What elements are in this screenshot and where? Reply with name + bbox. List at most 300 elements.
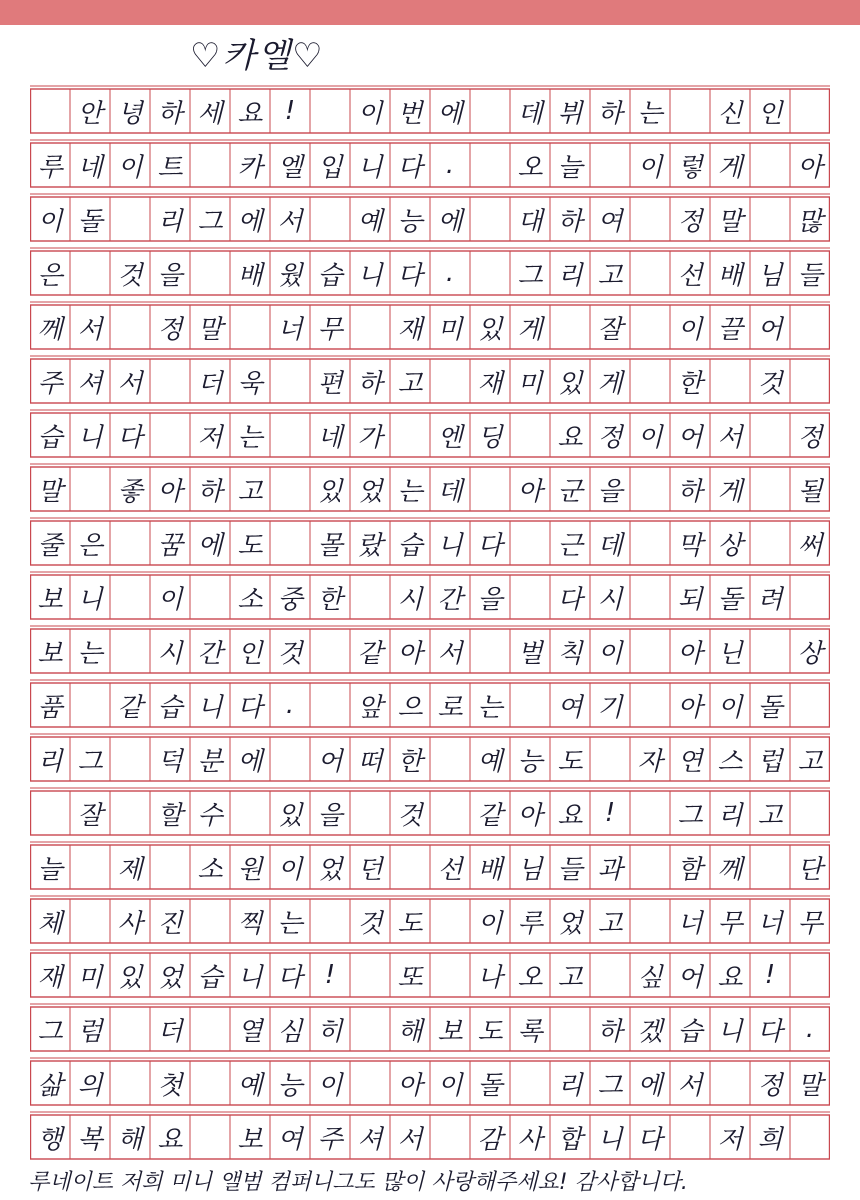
manuscript-char: 오	[517, 152, 543, 183]
manuscript-char: 고	[757, 800, 783, 831]
manuscript-char	[430, 791, 470, 835]
manuscript-char: 그	[77, 746, 103, 777]
signature-title: ♡카엘♡	[190, 36, 325, 76]
manuscript-char: 사	[517, 1124, 543, 1155]
manuscript-char: 말	[37, 476, 63, 507]
manuscript-char: 능	[517, 746, 543, 777]
manuscript-char	[110, 1007, 150, 1051]
manuscript-char: 희	[757, 1124, 783, 1155]
manuscript-char: 줄	[37, 530, 63, 561]
manuscript-char	[310, 683, 350, 727]
manuscript-char: 저	[197, 422, 223, 453]
manuscript-char: 서	[717, 422, 743, 453]
manuscript-char: 미	[77, 962, 103, 993]
manuscript-char: 또	[397, 962, 423, 993]
manuscript-char: 시	[597, 584, 623, 615]
manuscript-char: 앞	[357, 692, 383, 723]
manuscript-char	[750, 467, 790, 511]
manuscript-char	[510, 413, 550, 457]
manuscript-char	[710, 359, 750, 403]
manuscript-char	[350, 305, 390, 349]
manuscript-char: 요	[237, 98, 263, 129]
manuscript-char: 여	[557, 692, 583, 723]
manuscript-char: 엔	[437, 422, 463, 453]
manuscript-char: 아	[397, 1070, 423, 1101]
manuscript-char	[630, 683, 670, 727]
manuscript-char: 감	[477, 1124, 503, 1155]
manuscript-char: 될	[797, 476, 823, 507]
manuscript-char	[750, 143, 790, 187]
manuscript-char: 합	[557, 1124, 583, 1155]
manuscript-char: 렇	[677, 152, 703, 183]
manuscript-char: 돌	[757, 692, 783, 723]
manuscript-char: 중	[277, 584, 303, 615]
manuscript-char: 가	[357, 422, 383, 453]
manuscript-char: 고	[797, 746, 823, 777]
manuscript-char	[630, 305, 670, 349]
manuscript-char: 너	[277, 314, 303, 345]
manuscript-char: 다	[757, 1016, 783, 1047]
manuscript-char	[630, 575, 670, 619]
manuscript-char	[70, 899, 110, 943]
manuscript-char: 그	[517, 260, 543, 291]
manuscript-char: 는	[277, 908, 303, 939]
manuscript-char: 었	[557, 908, 583, 939]
manuscript-char: 하	[157, 98, 183, 129]
manuscript-char: 열	[237, 1016, 263, 1047]
manuscript-char	[630, 467, 670, 511]
manuscript-char: 을	[477, 584, 503, 615]
manuscript-char: 하	[597, 98, 623, 129]
manuscript-char: 고	[557, 962, 583, 993]
manuscript-char: 뷔	[557, 98, 583, 129]
manuscript-char: 니	[237, 962, 263, 993]
manuscript-char: 서	[277, 206, 303, 237]
manuscript-char: 니	[597, 1124, 623, 1155]
manuscript-char: 간	[437, 584, 463, 615]
manuscript-char: 서	[117, 368, 143, 399]
manuscript-char	[630, 845, 670, 889]
manuscript-char: 니	[357, 152, 383, 183]
manuscript-char: 어	[317, 746, 343, 777]
manuscript-char: 욱	[237, 368, 263, 399]
manuscript-char: 도	[397, 908, 423, 939]
manuscript-char: 카	[237, 152, 263, 183]
manuscript-char: 인	[757, 98, 783, 129]
manuscript-char	[430, 899, 470, 943]
manuscript-char: .	[445, 258, 455, 288]
manuscript-char	[630, 899, 670, 943]
manuscript-char: 그	[37, 1016, 63, 1047]
manuscript-char: 말	[797, 1070, 823, 1101]
manuscript-char: 그	[597, 1070, 623, 1101]
manuscript-char: 몰	[317, 530, 343, 561]
manuscript-char: 하	[197, 476, 223, 507]
manuscript-char: 다	[477, 530, 503, 561]
manuscript-char: 찍	[237, 908, 263, 939]
manuscript-char: 너	[677, 908, 703, 939]
manuscript-char	[550, 1007, 590, 1051]
manuscript-char: 써	[797, 530, 823, 561]
manuscript-char: 은	[37, 260, 63, 291]
top-color-strip	[0, 0, 860, 25]
manuscript-char	[270, 521, 310, 565]
manuscript-char	[70, 251, 110, 295]
manuscript-char: 보	[37, 638, 63, 669]
manuscript-char	[590, 143, 630, 187]
manuscript-char: 습	[37, 422, 63, 453]
manuscript-char: 이	[637, 422, 663, 453]
manuscript-char: 많	[797, 206, 823, 237]
manuscript-char: 이	[357, 98, 383, 129]
manuscript-char: 리	[557, 1070, 583, 1101]
manuscript-char: 던	[357, 854, 383, 885]
manuscript-char: 아	[677, 638, 703, 669]
manuscript-char: 아	[677, 692, 703, 723]
manuscript-char: 있	[557, 368, 583, 399]
manuscript-char: 있	[317, 476, 343, 507]
manuscript-char: 딩	[477, 422, 503, 453]
manuscript-char: 연	[677, 746, 703, 777]
manuscript-char	[30, 89, 70, 133]
manuscript-char: 너	[757, 908, 783, 939]
manuscript-char	[150, 359, 190, 403]
manuscript-char: 하	[557, 206, 583, 237]
manuscript-char: 니	[437, 530, 463, 561]
manuscript-char: 한	[397, 746, 423, 777]
manuscript-char: 하	[677, 476, 703, 507]
manuscript-grid	[30, 84, 830, 1164]
manuscript-char: 이	[277, 854, 303, 885]
manuscript-char: 이	[677, 314, 703, 345]
manuscript-char	[190, 1007, 230, 1051]
manuscript-char: 복	[77, 1124, 103, 1155]
manuscript-char: 재	[477, 368, 503, 399]
manuscript-char	[750, 197, 790, 241]
manuscript-char	[510, 575, 550, 619]
manuscript-char: 돌	[77, 206, 103, 237]
manuscript-char: 번	[397, 98, 423, 129]
manuscript-char: 기	[597, 692, 623, 723]
manuscript-char: 님	[757, 260, 783, 291]
manuscript-char	[110, 1061, 150, 1105]
manuscript-char	[270, 737, 310, 781]
manuscript-char	[190, 251, 230, 295]
manuscript-char: 려	[757, 584, 783, 615]
manuscript-char: 칙	[557, 638, 583, 669]
manuscript-char: 는	[77, 638, 103, 669]
manuscript-char	[70, 683, 110, 727]
manuscript-char: 아	[517, 476, 543, 507]
manuscript-char	[750, 629, 790, 673]
manuscript-char: 되	[677, 584, 703, 615]
manuscript-char: 인	[237, 638, 263, 669]
manuscript-char: 해	[397, 1016, 423, 1047]
manuscript-char: 에	[437, 206, 463, 237]
manuscript-char: 정	[797, 422, 823, 453]
manuscript-char: 군	[557, 476, 583, 507]
manuscript-char: 잘	[77, 800, 103, 831]
manuscript-char: 돌	[717, 584, 743, 615]
manuscript-char: 재	[397, 314, 423, 345]
manuscript-char: 체	[37, 908, 63, 939]
manuscript-char: 습	[677, 1016, 703, 1047]
manuscript-char	[630, 359, 670, 403]
manuscript-char: 습	[397, 530, 423, 561]
manuscript-char: 심	[277, 1016, 303, 1047]
manuscript-char: 첫	[157, 1070, 183, 1101]
manuscript-char: 상	[717, 530, 743, 561]
manuscript-char: 보	[237, 1124, 263, 1155]
manuscript-char: 리	[557, 260, 583, 291]
manuscript-char	[190, 1115, 230, 1159]
manuscript-char: 로	[437, 692, 463, 723]
manuscript-char: 을	[317, 800, 343, 831]
manuscript-char: 아	[797, 152, 823, 183]
manuscript-char: 여	[597, 206, 623, 237]
manuscript-char: 더	[197, 368, 223, 399]
manuscript-char	[110, 791, 150, 835]
manuscript-char	[110, 305, 150, 349]
manuscript-char: 다	[397, 152, 423, 183]
manuscript-char: 니	[77, 584, 103, 615]
manuscript-char: 해	[117, 1124, 143, 1155]
manuscript-char: 에	[237, 206, 263, 237]
manuscript-char: 습	[317, 260, 343, 291]
manuscript-char	[470, 89, 510, 133]
manuscript-char	[230, 791, 270, 835]
manuscript-char: 벌	[517, 638, 543, 669]
manuscript-char: 신	[717, 98, 743, 129]
manuscript-char	[190, 143, 230, 187]
manuscript-char: 다	[117, 422, 143, 453]
manuscript-char	[750, 413, 790, 457]
manuscript-char	[670, 1115, 710, 1159]
manuscript-char: 들	[797, 260, 823, 291]
manuscript-char: 네	[77, 152, 103, 183]
manuscript-char: 사	[117, 908, 143, 939]
manuscript-char	[790, 791, 830, 835]
manuscript-char: 이	[437, 1070, 463, 1101]
manuscript-char: !	[604, 798, 616, 828]
manuscript-char: 는	[637, 98, 663, 129]
manuscript-char	[670, 89, 710, 133]
manuscript-char: 니	[197, 692, 223, 723]
manuscript-char: 선	[677, 260, 703, 291]
manuscript-char	[390, 845, 430, 889]
manuscript-char	[470, 467, 510, 511]
manuscript-char	[70, 467, 110, 511]
manuscript-char: 데	[517, 98, 543, 129]
manuscript-char: 럼	[77, 1016, 103, 1047]
manuscript-char: 데	[597, 530, 623, 561]
manuscript-char: 자	[637, 746, 663, 777]
manuscript-char: 닌	[717, 638, 743, 669]
manuscript-char: 있	[277, 800, 303, 831]
manuscript-char: 시	[157, 638, 183, 669]
manuscript-char: .	[445, 150, 455, 180]
manuscript-char	[750, 845, 790, 889]
manuscript-char: 었	[157, 962, 183, 993]
manuscript-char: 겠	[637, 1016, 663, 1047]
manuscript-char: 보	[437, 1016, 463, 1047]
manuscript-char: 늘	[557, 152, 583, 183]
manuscript-char: 아	[157, 476, 183, 507]
manuscript-char: 것	[277, 638, 303, 669]
manuscript-char	[470, 143, 510, 187]
manuscript-char	[30, 791, 70, 835]
manuscript-char: 게	[717, 152, 743, 183]
manuscript-char: 무	[717, 908, 743, 939]
manuscript-char: 시	[397, 584, 423, 615]
manuscript-char: 이	[157, 584, 183, 615]
manuscript-char: 히	[317, 1016, 343, 1047]
manuscript-char: 정	[677, 206, 703, 237]
manuscript-char: 배	[717, 260, 743, 291]
manuscript-char: 정	[757, 1070, 783, 1101]
manuscript-char: 셔	[357, 1124, 383, 1155]
manuscript-char: 있	[117, 962, 143, 993]
manuscript-char	[230, 305, 270, 349]
manuscript-char: 입	[317, 152, 343, 183]
manuscript-char	[350, 575, 390, 619]
manuscript-char: 함	[677, 854, 703, 885]
manuscript-char: 으	[397, 692, 423, 723]
manuscript-char: 할	[157, 800, 183, 831]
manuscript-char	[310, 89, 350, 133]
manuscript-char: 미	[437, 314, 463, 345]
manuscript-char: 다	[237, 692, 263, 723]
manuscript-char: 이	[597, 638, 623, 669]
manuscript-char: 요	[717, 962, 743, 993]
manuscript-char: 요	[557, 422, 583, 453]
manuscript-char: 이	[477, 908, 503, 939]
manuscript-char: 의	[77, 1070, 103, 1101]
manuscript-char: 께	[717, 854, 743, 885]
manuscript-char: 에	[237, 746, 263, 777]
manuscript-char: 에	[437, 98, 463, 129]
manuscript-char: 대	[517, 206, 543, 237]
manuscript-char	[750, 521, 790, 565]
manuscript-char: 선	[437, 854, 463, 885]
manuscript-char: 녕	[117, 98, 143, 129]
manuscript-char: 은	[77, 530, 103, 561]
manuscript-char: 럽	[757, 746, 783, 777]
manuscript-char	[110, 737, 150, 781]
manuscript-char: 록	[517, 1016, 543, 1047]
manuscript-char: 것	[397, 800, 423, 831]
manuscript-char: 트	[157, 152, 183, 183]
manuscript-char	[190, 1061, 230, 1105]
footnote-line: 루네이트 저희 미니 앨범 컴퍼니그도 많이 사랑해주세요! 감사합니다.	[28, 1170, 688, 1195]
manuscript-char: 다	[637, 1124, 663, 1155]
manuscript-char	[110, 197, 150, 241]
manuscript-char: 단	[797, 854, 823, 885]
manuscript-char: 는	[477, 692, 503, 723]
manuscript-char: 셔	[77, 368, 103, 399]
manuscript-char: 진	[157, 908, 183, 939]
manuscript-char: 편	[317, 368, 343, 399]
manuscript-char: 다	[557, 584, 583, 615]
manuscript-char: 수	[197, 800, 223, 831]
manuscript-char: 예	[477, 746, 503, 777]
manuscript-char: 이	[37, 206, 63, 237]
manuscript-char: 꿈	[157, 530, 183, 561]
manuscript-char: 한	[317, 584, 343, 615]
manuscript-char: 돌	[477, 1070, 503, 1101]
manuscript-char: 행	[37, 1124, 63, 1155]
manuscript-char: 요	[157, 1124, 183, 1155]
manuscript-char: 세	[197, 98, 223, 129]
manuscript-char: 것	[757, 368, 783, 399]
manuscript-char	[510, 683, 550, 727]
manuscript-char: 리	[157, 206, 183, 237]
manuscript-char: 예	[237, 1070, 263, 1101]
manuscript-char: 이	[117, 152, 143, 183]
manuscript-char: 삶	[37, 1070, 63, 1101]
manuscript-char: 무	[317, 314, 343, 345]
manuscript-char: 싶	[637, 962, 663, 993]
manuscript-char: 었	[357, 476, 383, 507]
manuscript-char: !	[284, 96, 296, 126]
manuscript-char: 분	[197, 746, 223, 777]
manuscript-char: 고	[597, 260, 623, 291]
manuscript-char: .	[285, 690, 295, 720]
manuscript-char: 있	[477, 314, 503, 345]
manuscript-char: 에	[197, 530, 223, 561]
manuscript-char: 재	[37, 962, 63, 993]
manuscript-char: 고	[597, 908, 623, 939]
manuscript-char: 들	[557, 854, 583, 885]
manuscript-char: 서	[437, 638, 463, 669]
manuscript-char	[790, 359, 830, 403]
manuscript-char	[790, 89, 830, 133]
manuscript-char	[390, 413, 430, 457]
manuscript-char: 여	[277, 1124, 303, 1155]
manuscript-char: 하	[357, 368, 383, 399]
manuscript-char: 간	[197, 638, 223, 669]
manuscript-char: .	[805, 1014, 815, 1044]
manuscript-char: 는	[237, 422, 263, 453]
manuscript-char	[470, 197, 510, 241]
manuscript-char: 니	[717, 1016, 743, 1047]
manuscript-char: 것	[117, 260, 143, 291]
manuscript-char: 말	[717, 206, 743, 237]
manuscript-char: 서	[77, 314, 103, 345]
manuscript-char	[110, 575, 150, 619]
manuscript-char: 도	[477, 1016, 503, 1047]
manuscript-char: 다	[277, 962, 303, 993]
manuscript-char: 보	[37, 584, 63, 615]
manuscript-char: 같	[477, 800, 503, 831]
manuscript-char: 루	[517, 908, 543, 939]
manuscript-char: 네	[317, 422, 343, 453]
manuscript-char: 에	[637, 1070, 663, 1101]
manuscript-char: 는	[397, 476, 423, 507]
manuscript-char: 어	[757, 314, 783, 345]
manuscript-char: 어	[677, 962, 703, 993]
manuscript-char: 배	[237, 260, 263, 291]
manuscript-char	[190, 575, 230, 619]
manuscript-char: 무	[797, 908, 823, 939]
manuscript-char: 리	[717, 800, 743, 831]
manuscript-char: 오	[517, 962, 543, 993]
manuscript-char	[470, 251, 510, 295]
manuscript-char	[70, 845, 110, 889]
manuscript-char	[430, 1115, 470, 1159]
manuscript-char: 같	[117, 692, 143, 723]
manuscript-char: 상	[797, 638, 823, 669]
